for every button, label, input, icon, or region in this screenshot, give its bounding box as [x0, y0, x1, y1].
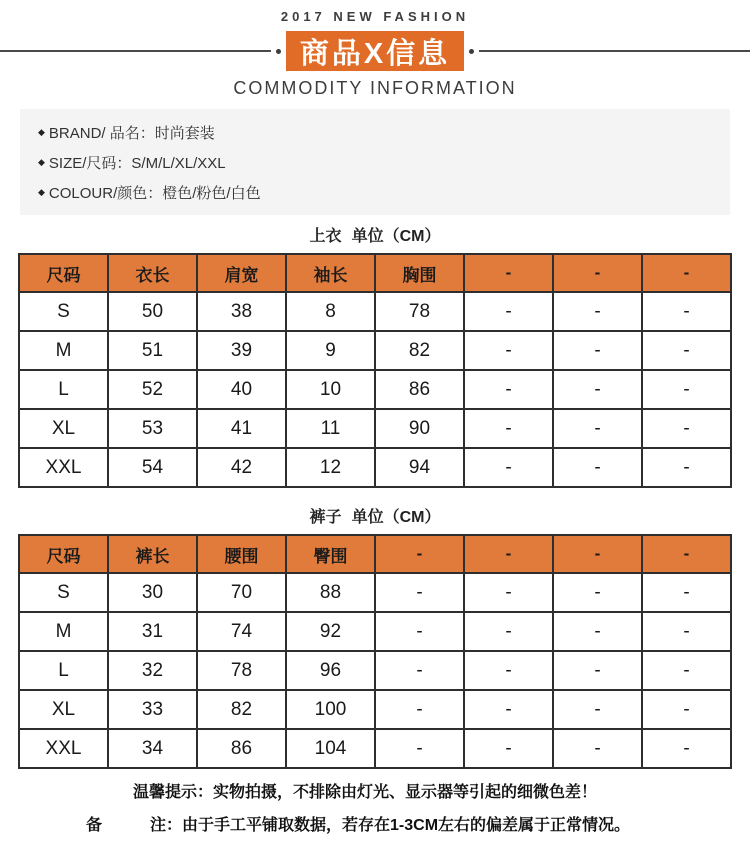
product-info-box	[20, 109, 730, 215]
table-cell: 42	[197, 448, 286, 487]
table-title-top	[0, 223, 750, 243]
table-cell: -	[375, 690, 464, 729]
table-cell: -	[464, 690, 553, 729]
column-header: -	[464, 254, 553, 292]
table-cell: 31	[108, 612, 197, 651]
table-cell: -	[642, 448, 731, 487]
table-cell: 86	[375, 370, 464, 409]
banner-row	[0, 31, 750, 71]
table-cell: 53	[108, 409, 197, 448]
table-cell: 78	[197, 651, 286, 690]
column-header: 臀围	[286, 535, 375, 573]
table-cell: -	[464, 612, 553, 651]
table-cell: 54	[108, 448, 197, 487]
table-cell: L	[19, 370, 108, 409]
table-row	[19, 292, 731, 331]
table-cell: -	[553, 370, 642, 409]
note-remark-label-left: 备	[86, 817, 103, 834]
table-cell: 104	[286, 729, 375, 768]
info-text-size: SIZE/尺码：S/M/L/XL/XXL	[48, 154, 226, 172]
table-cell: S	[19, 573, 108, 612]
table-cell: 94	[375, 448, 464, 487]
table-cell: -	[642, 651, 731, 690]
table-cell: 100	[286, 690, 375, 729]
header-subtitle: COMMODITY INFORMATION	[233, 78, 517, 98]
table-cell: L	[19, 651, 108, 690]
diamond-bullet-icon: ◆	[38, 126, 45, 137]
table-cell: -	[553, 448, 642, 487]
table-header-row	[19, 254, 731, 292]
table-cell: 50	[108, 292, 197, 331]
table-cell: -	[464, 292, 553, 331]
table-cell: -	[553, 292, 642, 331]
table-cell: 38	[197, 292, 286, 331]
right-dot-icon	[469, 49, 474, 54]
table-cell: -	[375, 729, 464, 768]
table-cell: M	[19, 331, 108, 370]
table-row	[19, 331, 731, 370]
table-title-item: 上衣	[309, 228, 342, 245]
table-cell: -	[642, 370, 731, 409]
table-cell: -	[642, 612, 731, 651]
table-title-pants	[0, 504, 750, 524]
table-cell: 90	[375, 409, 464, 448]
column-header: 裤长	[108, 535, 197, 573]
table-cell: 52	[108, 370, 197, 409]
table-cell: 86	[197, 729, 286, 768]
note-remark-label-right: 注：	[150, 817, 183, 834]
table-title-item: 裤子	[309, 509, 342, 526]
size-table-pants	[18, 534, 732, 769]
right-divider-line	[479, 50, 750, 52]
column-header: -	[375, 535, 464, 573]
table-cell: -	[553, 331, 642, 370]
column-header: -	[553, 535, 642, 573]
table-cell: -	[464, 331, 553, 370]
table-cell: S	[19, 292, 108, 331]
banner-title: 商品X信息	[286, 31, 464, 71]
table-cell: -	[553, 612, 642, 651]
table-cell: XL	[19, 409, 108, 448]
table-cell: -	[464, 370, 553, 409]
notes-section	[0, 783, 750, 836]
table-row	[19, 409, 731, 448]
column-header: 尺码	[19, 535, 108, 573]
note-warm-tip-label: 温馨提示：	[133, 784, 214, 801]
column-header: 胸围	[375, 254, 464, 292]
table-row	[19, 370, 731, 409]
table-cell: -	[553, 729, 642, 768]
table-cell: -	[642, 292, 731, 331]
table-cell: 8	[286, 292, 375, 331]
table-cell: -	[464, 729, 553, 768]
table-row	[19, 612, 731, 651]
table-row	[19, 448, 731, 487]
info-row-size	[38, 147, 730, 177]
table-cell: -	[642, 573, 731, 612]
table-cell: 82	[197, 690, 286, 729]
table-cell: -	[375, 573, 464, 612]
table-cell: 82	[375, 331, 464, 370]
column-header: 袖长	[286, 254, 375, 292]
column-header: 尺码	[19, 254, 108, 292]
column-header: -	[464, 535, 553, 573]
table-cell: -	[464, 573, 553, 612]
table-row	[19, 573, 731, 612]
table-cell: XXL	[19, 729, 108, 768]
table-cell: -	[375, 612, 464, 651]
table-cell: 78	[375, 292, 464, 331]
table-cell: 34	[108, 729, 197, 768]
table-cell: 96	[286, 651, 375, 690]
table-cell: -	[642, 331, 731, 370]
table-cell: -	[642, 729, 731, 768]
table-cell: -	[553, 409, 642, 448]
table-row	[19, 690, 731, 729]
table-cell: 74	[197, 612, 286, 651]
table-title-unit: 单位（CM）	[351, 509, 441, 526]
table-cell: -	[464, 651, 553, 690]
table-cell: 33	[108, 690, 197, 729]
page-header	[0, 0, 750, 99]
table-cell: 9	[286, 331, 375, 370]
column-header: -	[553, 254, 642, 292]
table-cell: 92	[286, 612, 375, 651]
table-cell: XXL	[19, 448, 108, 487]
diamond-bullet-icon: ◆	[38, 186, 45, 197]
info-row-colour	[38, 177, 730, 207]
info-text-colour: COLOUR/颜色：橙色/粉色/白色	[48, 184, 261, 202]
header-tagline: 2017 NEW FASHION	[280, 9, 470, 24]
note-remark-text: 由于手工平铺取数据，若存在1-3CM左右的偏差属于正常情况。	[182, 817, 631, 834]
table-cell: -	[464, 409, 553, 448]
left-divider-line	[0, 50, 271, 52]
table-cell: XL	[19, 690, 108, 729]
table-cell: 40	[197, 370, 286, 409]
table-row	[19, 729, 731, 768]
table-cell: 32	[108, 651, 197, 690]
diamond-bullet-icon: ◆	[38, 156, 45, 167]
left-dot-icon	[276, 49, 281, 54]
table-cell: 51	[108, 331, 197, 370]
table-cell: -	[553, 651, 642, 690]
table-cell: 88	[286, 573, 375, 612]
table-cell: 70	[197, 573, 286, 612]
table-title-unit: 单位（CM）	[351, 228, 441, 245]
table-row	[19, 651, 731, 690]
info-text-brand: BRAND/ 品名：时尚套装	[48, 124, 215, 142]
table-cell: 41	[197, 409, 286, 448]
info-row-brand	[38, 117, 730, 147]
table-cell: 10	[286, 370, 375, 409]
column-header: -	[642, 254, 731, 292]
note-remark	[86, 816, 750, 836]
table-cell: 11	[286, 409, 375, 448]
size-table-top	[18, 253, 732, 488]
column-header: 腰围	[197, 535, 286, 573]
column-header: -	[642, 535, 731, 573]
table-cell: M	[19, 612, 108, 651]
note-warm-tip	[133, 783, 750, 803]
table-cell: 30	[108, 573, 197, 612]
table-cell: 12	[286, 448, 375, 487]
table-cell: 39	[197, 331, 286, 370]
table-header-row	[19, 535, 731, 573]
table-cell: -	[553, 573, 642, 612]
note-warm-tip-text: 实物拍摄，不排除由灯光、显示器等引起的细微色差！	[213, 784, 598, 801]
table-cell: -	[642, 409, 731, 448]
table-cell: -	[553, 690, 642, 729]
table-cell: -	[642, 690, 731, 729]
table-cell: -	[375, 651, 464, 690]
table-cell: -	[464, 448, 553, 487]
column-header: 肩宽	[197, 254, 286, 292]
column-header: 衣长	[108, 254, 197, 292]
